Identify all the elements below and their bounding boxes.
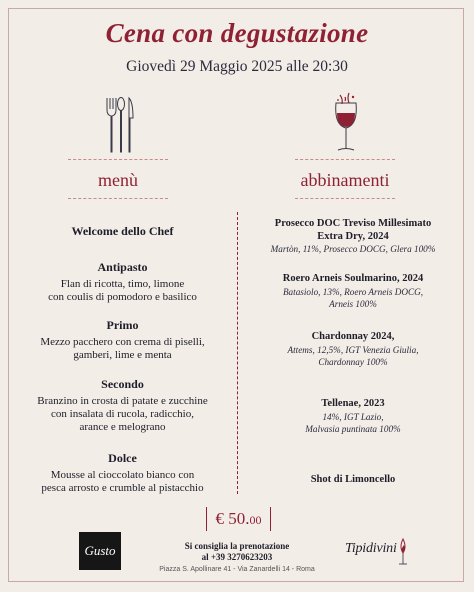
wine-desc: Arneis 100% [329,298,377,309]
wine-name: Prosecco DOC Treviso Millesimato [274,218,432,229]
menu-heading: menù [98,170,138,190]
course-desc: arance e melograno [79,421,166,433]
course-name: Primo [106,318,139,332]
course-primo [30,318,215,362]
course-desc: con coulis di pomodoro e basilico [48,291,197,303]
wine-prosecco [256,218,450,255]
course-name: Dolce [108,451,137,465]
wine-desc: Martòn, 11%, Prosecco DOCG, Glera 100% [270,244,436,254]
wine-name: Chardonnay 2024, [311,331,395,342]
course-name: Antipasto [97,260,148,274]
column-separator [237,212,238,494]
wine-desc: Malvasia puntinata 100% [305,423,401,434]
course-desc: Branzino in crosta di patate e zucchine [37,395,208,407]
price [206,507,271,531]
wine-desc: Attems, 12,5%, IGT Venezia Giulia, [287,344,419,355]
wine-desc: 14%, IGT Lazio, [322,411,384,422]
pairing-divider-bottom [295,198,395,199]
course-desc: con insalata di rucola, radicchio, [51,408,194,420]
event-date: Giovedì 29 Maggio 2025 alle 20:30 [126,58,348,75]
course-desc: pesca arrosto e crumble al pistacchio [41,482,204,494]
wine-chardonnay [256,331,450,368]
course-welcome [30,224,215,239]
booking-info [172,541,302,563]
menu-divider-bottom [68,198,168,199]
menu-divider-top [68,159,168,160]
course-dolce [30,451,215,495]
wine-desc: Chardonnay 100% [318,356,388,367]
course-desc: Mousse al cioccolato bianco con [50,469,195,481]
course-desc: Mezzo pacchero con crema di piselli, [40,336,205,348]
course-secondo [30,377,215,434]
gusto-logo [79,532,121,570]
wine-name: Roero Arneis Soulmarino, 2024 [282,273,424,284]
booking-phone: al +39 3270623203 [201,552,273,562]
course-name: Secondo [101,377,144,391]
course-desc: gamberi, lime e menta [73,349,172,361]
pairing-divider-top [295,159,395,160]
tipidivini-logo-text: Tipidivini [345,541,397,556]
price-main: € 50. [215,509,250,528]
wine-name: Shot di Limoncello [310,474,396,485]
pairing-heading: abbinamenti [300,170,390,190]
gusto-logo-text: Gusto [84,543,116,558]
wine-desc: Batasiolo, 13%, Roero Arneis DOCG, [282,286,424,297]
wine-name: Tellenae, 2023 [321,398,385,409]
booking-line: Si consiglia la prenotazione [184,541,290,551]
course-antipasto [30,260,215,304]
course-desc: Flan di ricotta, timo, limone [60,278,185,290]
price-cents: 00 [249,513,262,527]
address: Piazza S. Apollinare 41 - Via Zanardelli 14 - Roma [159,566,315,573]
course-name: Welcome dello Chef [71,224,174,238]
wine-glass-icon [331,91,361,159]
wine-roero [256,273,450,310]
wine-tellenae [256,398,450,435]
wine-name: Extra Dry, 2024 [317,230,389,242]
wine-limoncello [256,474,450,487]
page-title: Cena con degustazione [105,18,369,48]
cutlery-icon [104,96,136,158]
